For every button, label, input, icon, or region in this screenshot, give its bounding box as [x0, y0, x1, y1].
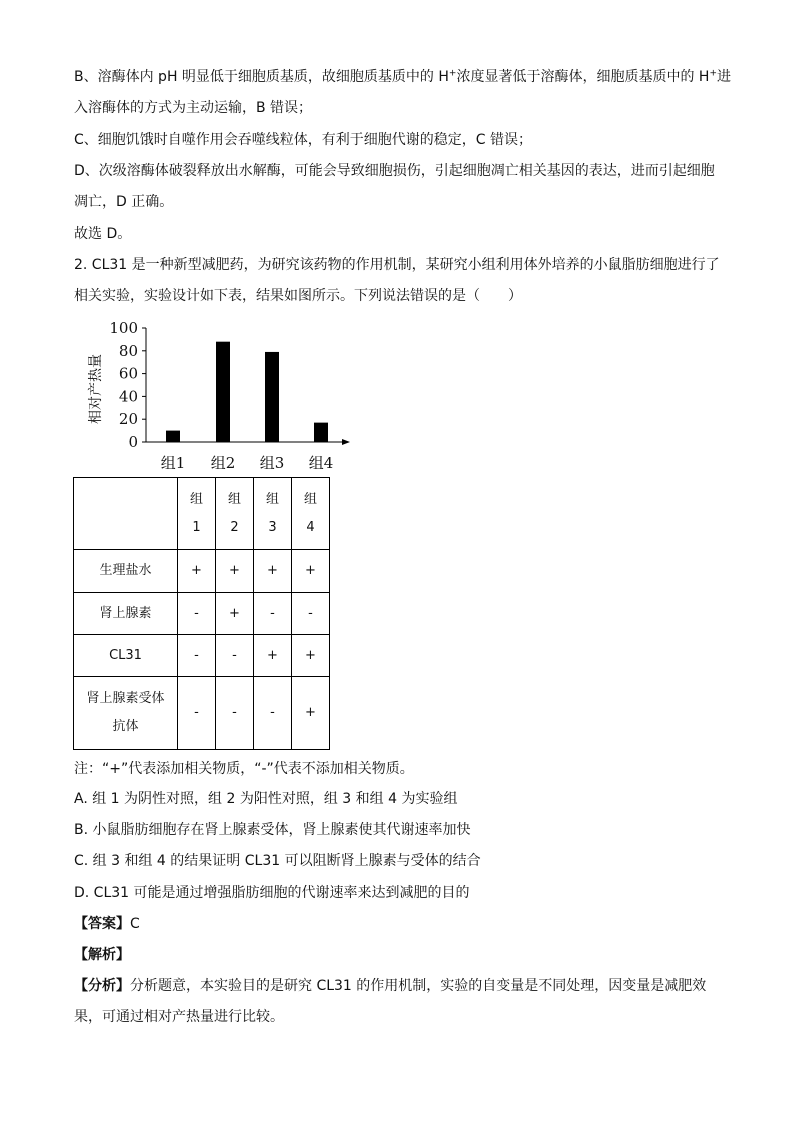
row-label-line: 抗体	[112, 719, 139, 734]
y-axis-label: 相对产热量	[88, 354, 104, 424]
y-tick-label: 100	[109, 319, 138, 337]
table-header-group-4	[292, 478, 330, 550]
row-label: 生理盐水	[74, 550, 178, 593]
analysis-text-1: 分析题意，本实验目的是研究 CL31 的作用机制，实验的自变量是不同处理，因变量是减肥效	[130, 978, 707, 994]
option-d-line-1: D、次级溶酶体破裂释放出水解酶，可能会导致细胞损伤，引起细胞凋亡相关基因的表达，进而引起细胞	[74, 163, 715, 179]
table-cell: -	[178, 635, 216, 677]
table-cell: +	[216, 593, 254, 635]
header-text: 组	[189, 491, 203, 507]
option-b-text-pre: B、溶酶体内 pH 明显低于细胞质基质，故细胞质基质中的 H	[74, 69, 449, 85]
table-row	[74, 593, 330, 635]
bar-chart	[74, 318, 364, 478]
table-cell: +	[292, 550, 330, 593]
chart-marks	[87, 319, 350, 472]
option-b-text-post: 进	[716, 69, 731, 85]
superscript-plus: +	[448, 68, 457, 79]
option-c-explanation: C、细胞饥饿时自噬作用会吞噬线粒体，有利于细胞代谢的稳定，C 错误；	[74, 132, 532, 148]
table-row	[74, 677, 330, 750]
table-cell: -	[216, 677, 254, 750]
answer-line	[74, 915, 140, 933]
superscript-plus: +	[709, 68, 717, 79]
y-tick-label: 60	[118, 364, 138, 383]
table-cell: +	[254, 635, 292, 677]
table-cell: -	[254, 593, 292, 635]
y-tick-label: 0	[128, 433, 138, 451]
header-text: 组	[227, 491, 241, 507]
row-label: 肾上腺素	[74, 593, 178, 635]
table-header-group-2	[216, 478, 254, 550]
table-row	[74, 550, 330, 593]
option-b: B. 小鼠脂肪细胞存在肾上腺素受体，肾上腺素使其代谢速率加快	[74, 822, 471, 838]
table-corner-cell	[74, 478, 178, 550]
x-axis-arrow	[342, 439, 350, 445]
bar	[166, 431, 180, 442]
table-cell: -	[178, 593, 216, 635]
header-number: 2	[230, 519, 239, 535]
option-a: A. 组 1 为阴性对照，组 2 为阳性对照，组 3 和组 4 为实验组	[74, 791, 458, 807]
bar	[265, 352, 279, 442]
option-b-line-1	[74, 68, 731, 86]
table-cell: +	[292, 635, 330, 677]
table-row	[74, 635, 330, 677]
answer-value: C	[130, 916, 140, 932]
x-tick-label: 组4	[308, 454, 334, 472]
x-tick-label: 组3	[259, 454, 285, 472]
row-label: CL31	[74, 635, 178, 677]
choose-answer: 故选 D。	[74, 226, 132, 242]
y-tick-label: 80	[118, 341, 138, 360]
analysis-tag: 【解析】	[74, 947, 130, 963]
bar	[216, 342, 230, 442]
table-cell: +	[254, 550, 292, 593]
table-cell: -	[254, 677, 292, 750]
header-text: 组	[265, 491, 279, 507]
table-cell: -	[216, 635, 254, 677]
header-number: 1	[192, 519, 201, 535]
table-cell: -	[178, 677, 216, 750]
table-header-group-1	[178, 478, 216, 550]
x-tick-label: 组2	[210, 454, 236, 472]
option-d-line-2: 凋亡，D 正确。	[74, 194, 174, 210]
x-tick-label: 组1	[160, 454, 186, 472]
analysis-line-1	[74, 977, 706, 995]
header-text: 组	[303, 491, 317, 507]
option-d: D. CL31 可能是通过增强脂肪细胞的代谢速率来达到减肥的目的	[74, 885, 470, 901]
analysis-line-2: 果，可通过相对产热量进行比较。	[74, 1009, 284, 1025]
table-cell: +	[178, 550, 216, 593]
option-c: C. 组 3 和组 4 的结果证明 CL31 可以阻断肾上腺素与受体的结合	[74, 853, 481, 869]
analysis-label: 【分析】	[74, 978, 130, 994]
answer-tag: 【答案】	[74, 916, 130, 932]
row-label-line: 肾上腺素受体	[86, 691, 165, 706]
table-header-group-3	[254, 478, 292, 550]
table-cell: +	[292, 677, 330, 750]
header-number: 4	[306, 519, 315, 535]
table-cell: +	[216, 550, 254, 593]
row-label	[74, 677, 178, 750]
option-b-line-2: 入溶酶体的方式为主动运输，B 错误；	[74, 100, 313, 116]
bar	[314, 423, 328, 442]
question-line-1: 2. CL31 是一种新型减肥药，为研究该药物的作用机制，某研究小组利用体外培养的小鼠脂肪细胞进行了	[74, 257, 720, 273]
option-b-text-mid: 浓度显著低于溶酶体，细胞质基质中的 H	[456, 69, 710, 85]
table-cell: -	[292, 593, 330, 635]
experiment-table	[73, 477, 330, 750]
y-tick-label: 20	[118, 410, 138, 429]
header-number: 3	[268, 519, 277, 535]
y-tick-label: 40	[118, 387, 138, 406]
question-line-2: 相关实验，实验设计如下表，结果如图所示。下列说法错误的是（ ）	[74, 288, 522, 304]
table-note: 注：“+”代表添加相关物质，“-”代表不添加相关物质。	[74, 761, 414, 777]
